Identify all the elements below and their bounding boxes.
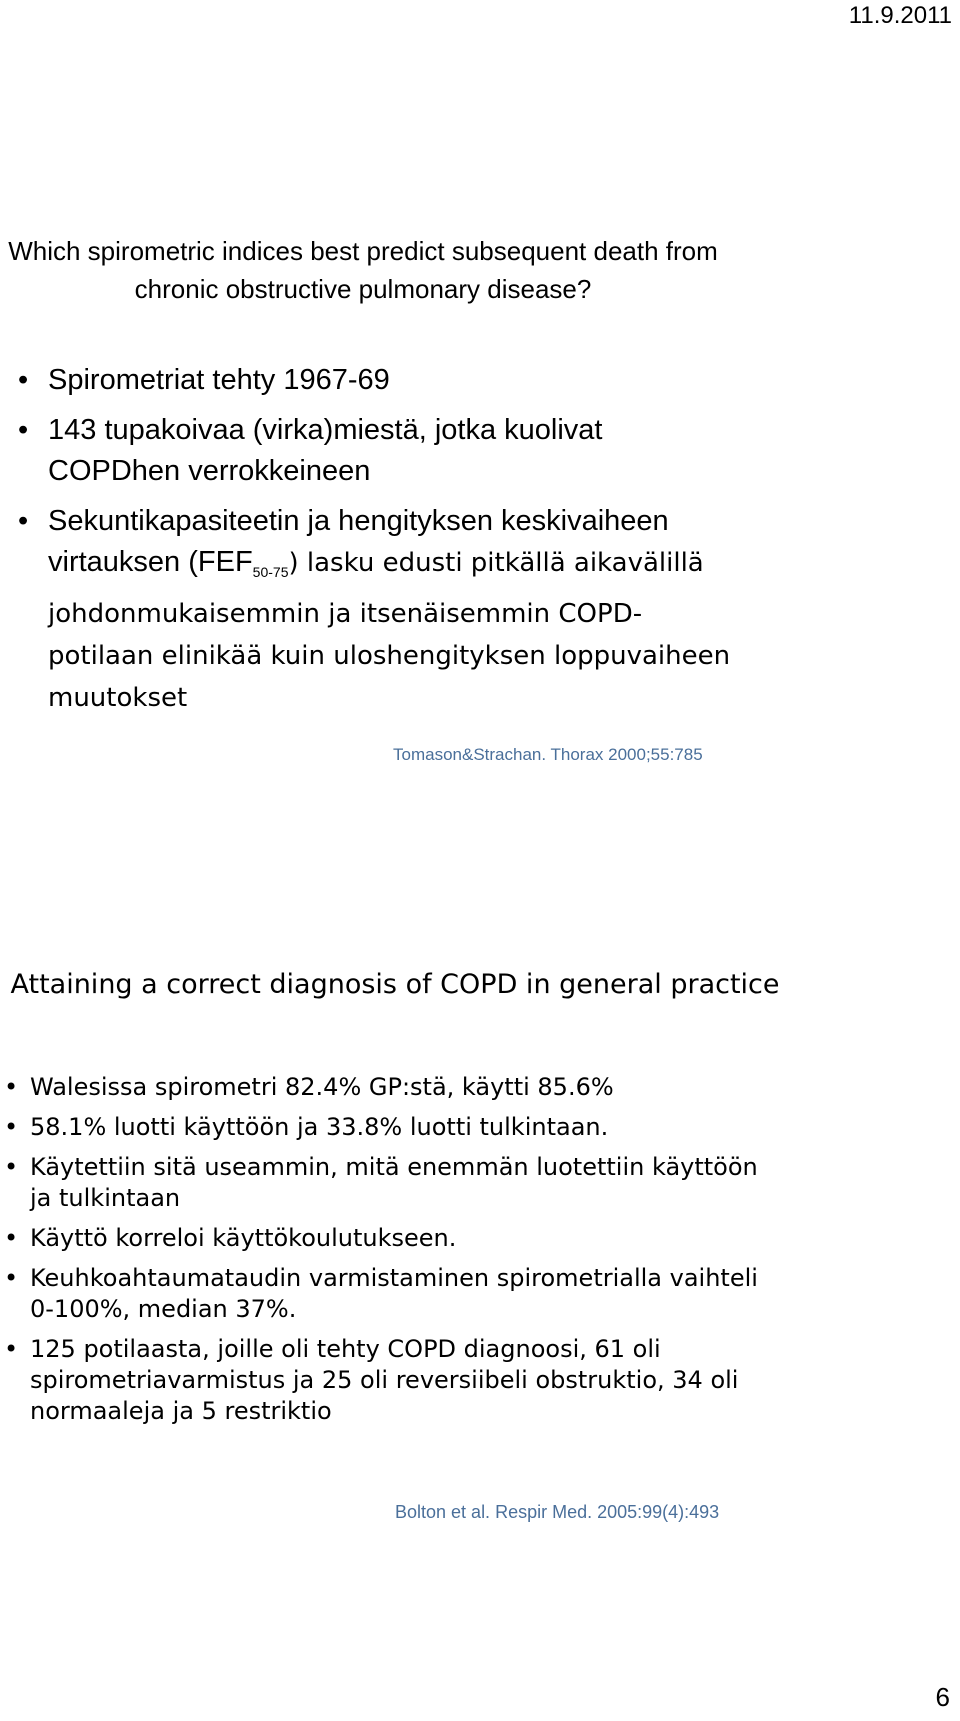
bullet-icon: • xyxy=(4,1113,19,1141)
citation: Bolton et al. Respir Med. 2005:99(4):493 xyxy=(395,1502,720,1522)
list-item xyxy=(4,1072,764,1103)
list-item xyxy=(4,1112,764,1143)
bullet-text: Spirometriat tehty 1967-69 xyxy=(48,364,390,396)
list-item xyxy=(18,410,738,492)
bullet-text: ) lasku edusti pitkällä aikavälillä johdonmukaisemmin ja itsenäisemmin COPD-potilaan elinikää kuin uloshengityksen loppuvaiheen muutokset xyxy=(48,548,731,713)
bullet-text: 125 potilaasta, joille oli tehty COPD diagnoosi, 61 oli spirometriavarmistus ja 25 oli reversiibeli obstruktio, 34 oli normaaleja ja 5 restriktio xyxy=(30,1335,739,1425)
bullet-icon: • xyxy=(4,1224,19,1252)
bullet-text: Walesissa spirometri 82.4% GP:stä, käytti 85.6% xyxy=(30,1073,614,1101)
bullet-text: keskivaiheen virtauksen (FEF xyxy=(48,505,669,578)
citation: Tomason&Strachan. Thorax 2000;55:785 xyxy=(393,745,703,764)
bullet-icon: • xyxy=(18,414,29,446)
slide1-title: Which spirometric indices best predict subsequent death from chronic obstructive pulmonary disease? xyxy=(8,236,718,304)
bullet-icon: • xyxy=(4,1335,19,1363)
list-item xyxy=(18,501,738,719)
bullet-text: 143 tupakoivaa (virka)miestä, jotka kuolivat COPDhen verrokkeineen xyxy=(48,414,603,487)
list-item xyxy=(4,1263,764,1325)
bullet-icon: • xyxy=(18,364,29,396)
bullet-icon: • xyxy=(4,1153,19,1181)
slide2-bullet-list xyxy=(4,1072,764,1436)
bullet-text: Sekuntikapasiteetin ja hengityksen xyxy=(48,505,493,537)
slide2-title: Attaining a correct diagnosis of COPD in general practice xyxy=(10,969,780,1000)
fef-subscript: 50-75 xyxy=(252,564,289,580)
handout-date: 11.9.2011 xyxy=(848,2,952,29)
bullet-icon: • xyxy=(18,505,29,537)
bullet-text: Käytettiin sitä useammin, mitä enemmän luotettiin käyttöön ja tulkintaan xyxy=(30,1153,758,1212)
bullet-icon: • xyxy=(4,1264,19,1292)
bullet-text: 58.1% luotti käyttöön ja 33.8% luotti tulkintaan. xyxy=(30,1113,609,1141)
slide1-bullet-list xyxy=(18,360,738,728)
bullet-text: Keuhkoahtaumataudin varmistaminen spirometrialla vaihteli 0-100%, median 37%. xyxy=(30,1264,758,1323)
list-item xyxy=(4,1152,764,1214)
list-item xyxy=(4,1223,764,1254)
page-number: 6 xyxy=(935,1682,950,1712)
list-item xyxy=(4,1334,764,1427)
list-item xyxy=(18,360,738,401)
bullet-text: Käyttö korreloi käyttökoulutukseen. xyxy=(30,1224,457,1252)
bullet-icon: • xyxy=(4,1073,19,1101)
